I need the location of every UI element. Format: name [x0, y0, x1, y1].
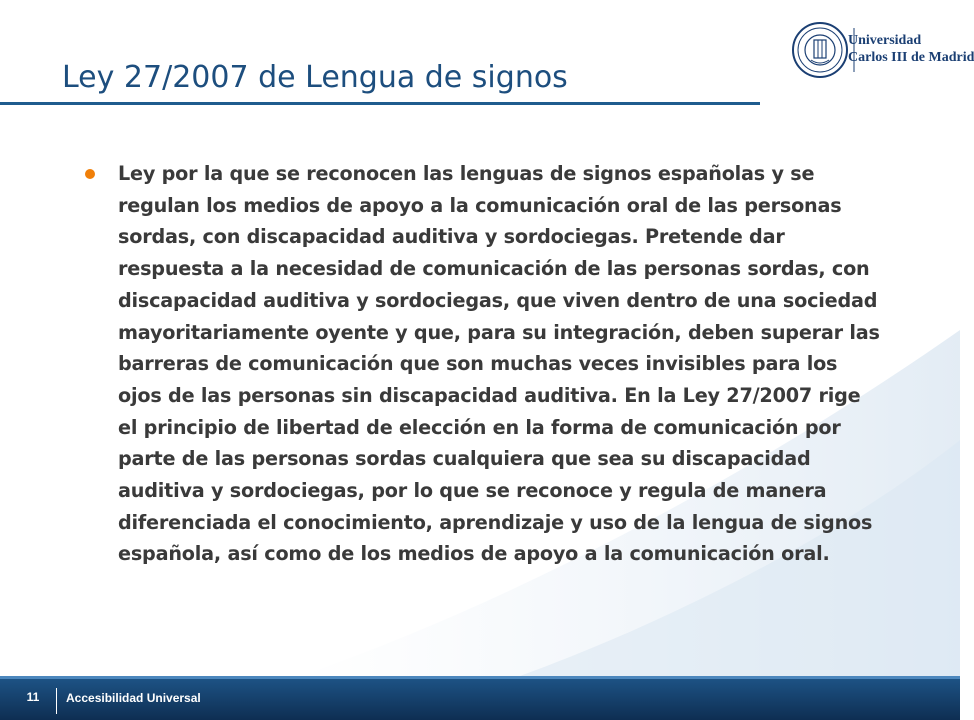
- university-line-2: Carlos III de Madrid: [848, 50, 974, 65]
- university-line-1: Universidad: [848, 33, 922, 48]
- slide-title: Ley 27/2007 de Lengua de signos: [62, 60, 568, 95]
- page-number: 11: [26, 690, 40, 704]
- footer-label: Accesibilidad Universal: [66, 691, 201, 705]
- university-name: [848, 32, 974, 66]
- footer-divider: [56, 688, 57, 714]
- footer-accent-line: [0, 676, 960, 679]
- bullet-item: [84, 158, 884, 570]
- bullet-text: Ley por la que se reconocen las lenguas de signos españolas y se regulan los medios de apoyo a la comunicación oral de las personas sordas, con discapacidad auditiva y sordociegas. Pretende dar respuesta a la necesidad de comunicación de las personas sordas, con discapacidad auditiva y sordociegas, que viven dentro de una sociedad mayoritariamente oyente y que, para su integración, deben superar las barreras de comunicación que son muchas veces invisibles para los ojos de las personas sin discapacidad auditiva. En la Ley 27/2007 rige el principio de libertad de elección en la forma de comunicación por parte de las personas sordas cualquiera que sea su discapacidad auditiva y sordociegas, por lo que se reconoce y regula de manera diferenciada el conocimiento, aprendizaje y uso de la lengua de signos española, así como de los medios de apoyo a la comunicación oral.: [118, 162, 880, 566]
- title-underline: [0, 102, 760, 105]
- bullet-icon: [85, 169, 95, 179]
- slide-content: [84, 158, 884, 570]
